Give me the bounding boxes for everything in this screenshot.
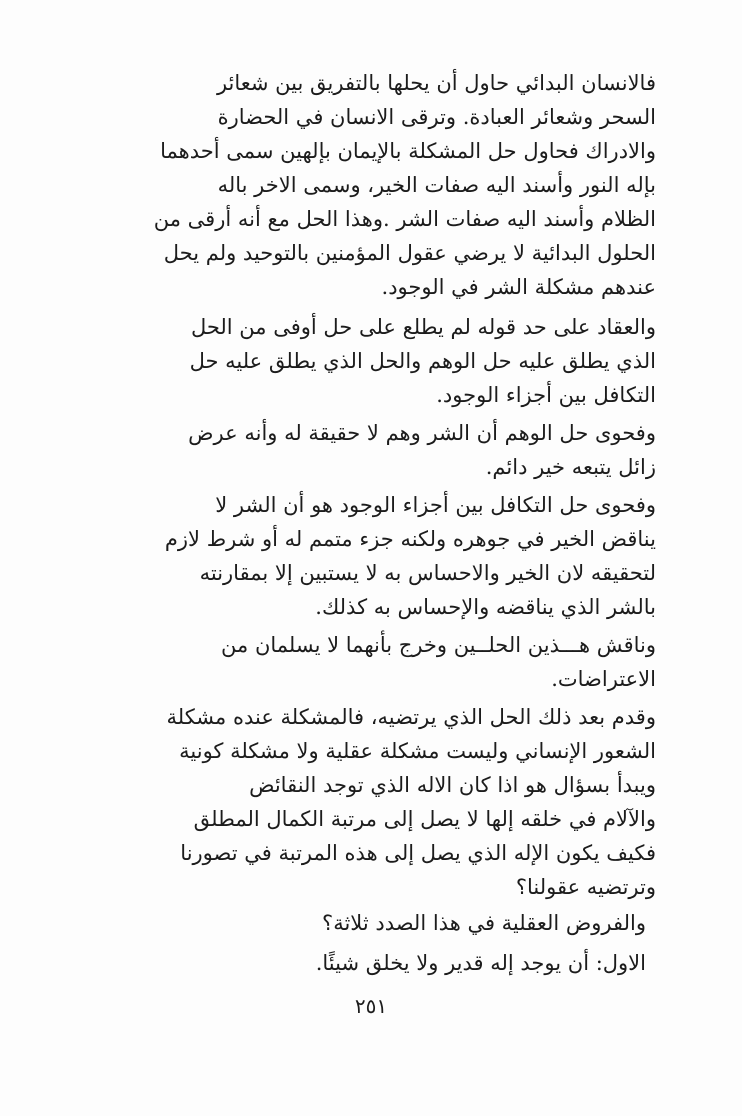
text-line: زائل يتبعه خير دائم. [485,455,656,479]
text-line: وفحوى حل التكافل بين أجزاء الوجود هو أن الشر لا [215,493,656,517]
text-line: وفحوى حل الوهم أن الشر وهم لا حقيقة له وأنه عرض [188,421,656,445]
text-line: الحلول البدائية لا يرضي عقول المؤمنين بالتوحيد ولم يحل [163,241,656,265]
text-line: والادراك فحاول حل المشكلة بالإيمان بإلهين سمى أحدهما [160,139,656,163]
text-line: وناقش هـــذين الحلــين وخرج بأنهما لا يسلمان من [221,633,656,657]
text-line: فالانسان البدائي حاول أن يحلها بالتفريق بين شعائر [216,71,656,95]
text-line: السحر وشعائر العبادة. وترقى الانسان في الحضارة [217,105,656,129]
paragraph [92,66,656,304]
text-line: والفروض العقلية في هذا الصدد ثلاثة؟ [322,911,646,935]
paragraph [316,946,646,980]
paragraph [92,416,656,484]
page-number: ٢٥١ [354,994,388,1018]
paragraph [92,488,656,624]
text-line: والآلام في خلقه إلها لا يصل إلى مرتبة الكمال المطلق [193,807,656,831]
text-line: وقدم بعد ذلك الحل الذي يرتضيه، فالمشكلة عنده مشكلة [166,705,656,729]
text-line: عندهم مشكلة الشر في الوجود. [381,275,656,299]
text-line: يناقض الخير في جوهره ولكنه جزء متمم له أو شرط لازم [164,527,656,551]
paragraph [92,310,656,412]
text-line: الاعتراضات. [551,667,656,691]
paragraph [92,628,656,696]
text-line: بالشر الذي يناقضه والإحساس به كذلك. [315,595,656,619]
text-line: الاول: أن يوجد إله قدير ولا يخلق شيئًا. [315,951,646,975]
text-line: وترتضيه عقولنا؟ [515,875,656,899]
text-line: لتحقيقه لان الخير والاحساس به لا يستبين إلا بمقارنته [199,561,656,585]
text-line: بإله النور وأسند اليه صفات الخير، وسمى الاخر باله [217,173,656,197]
paragraph [322,906,646,940]
text-line: التكافل بين أجزاء الوجود. [436,383,656,407]
text-line: الذي يطلق عليه حل الوهم والحل الذي يطلق عليه حل [189,349,656,373]
text-line: والعقاد على حد قوله لم يطلع على حل أوفى من الحل [190,315,656,339]
paragraph [92,700,656,904]
text-line: فكيف يكون الإله الذي يصل إلى هذه المرتبة في تصورنا [180,841,656,865]
text-line: الشعور الإنساني وليست مشكلة عقلية ولا مشكلة كونية [179,739,656,763]
text-line: ويبدأ بسؤال هو اذا كان الاله الذي توجد النقائض [249,773,656,797]
text-line: الظلام وأسند اليه صفات الشر .وهذا الحل مع أنه أرقى من [153,207,656,231]
